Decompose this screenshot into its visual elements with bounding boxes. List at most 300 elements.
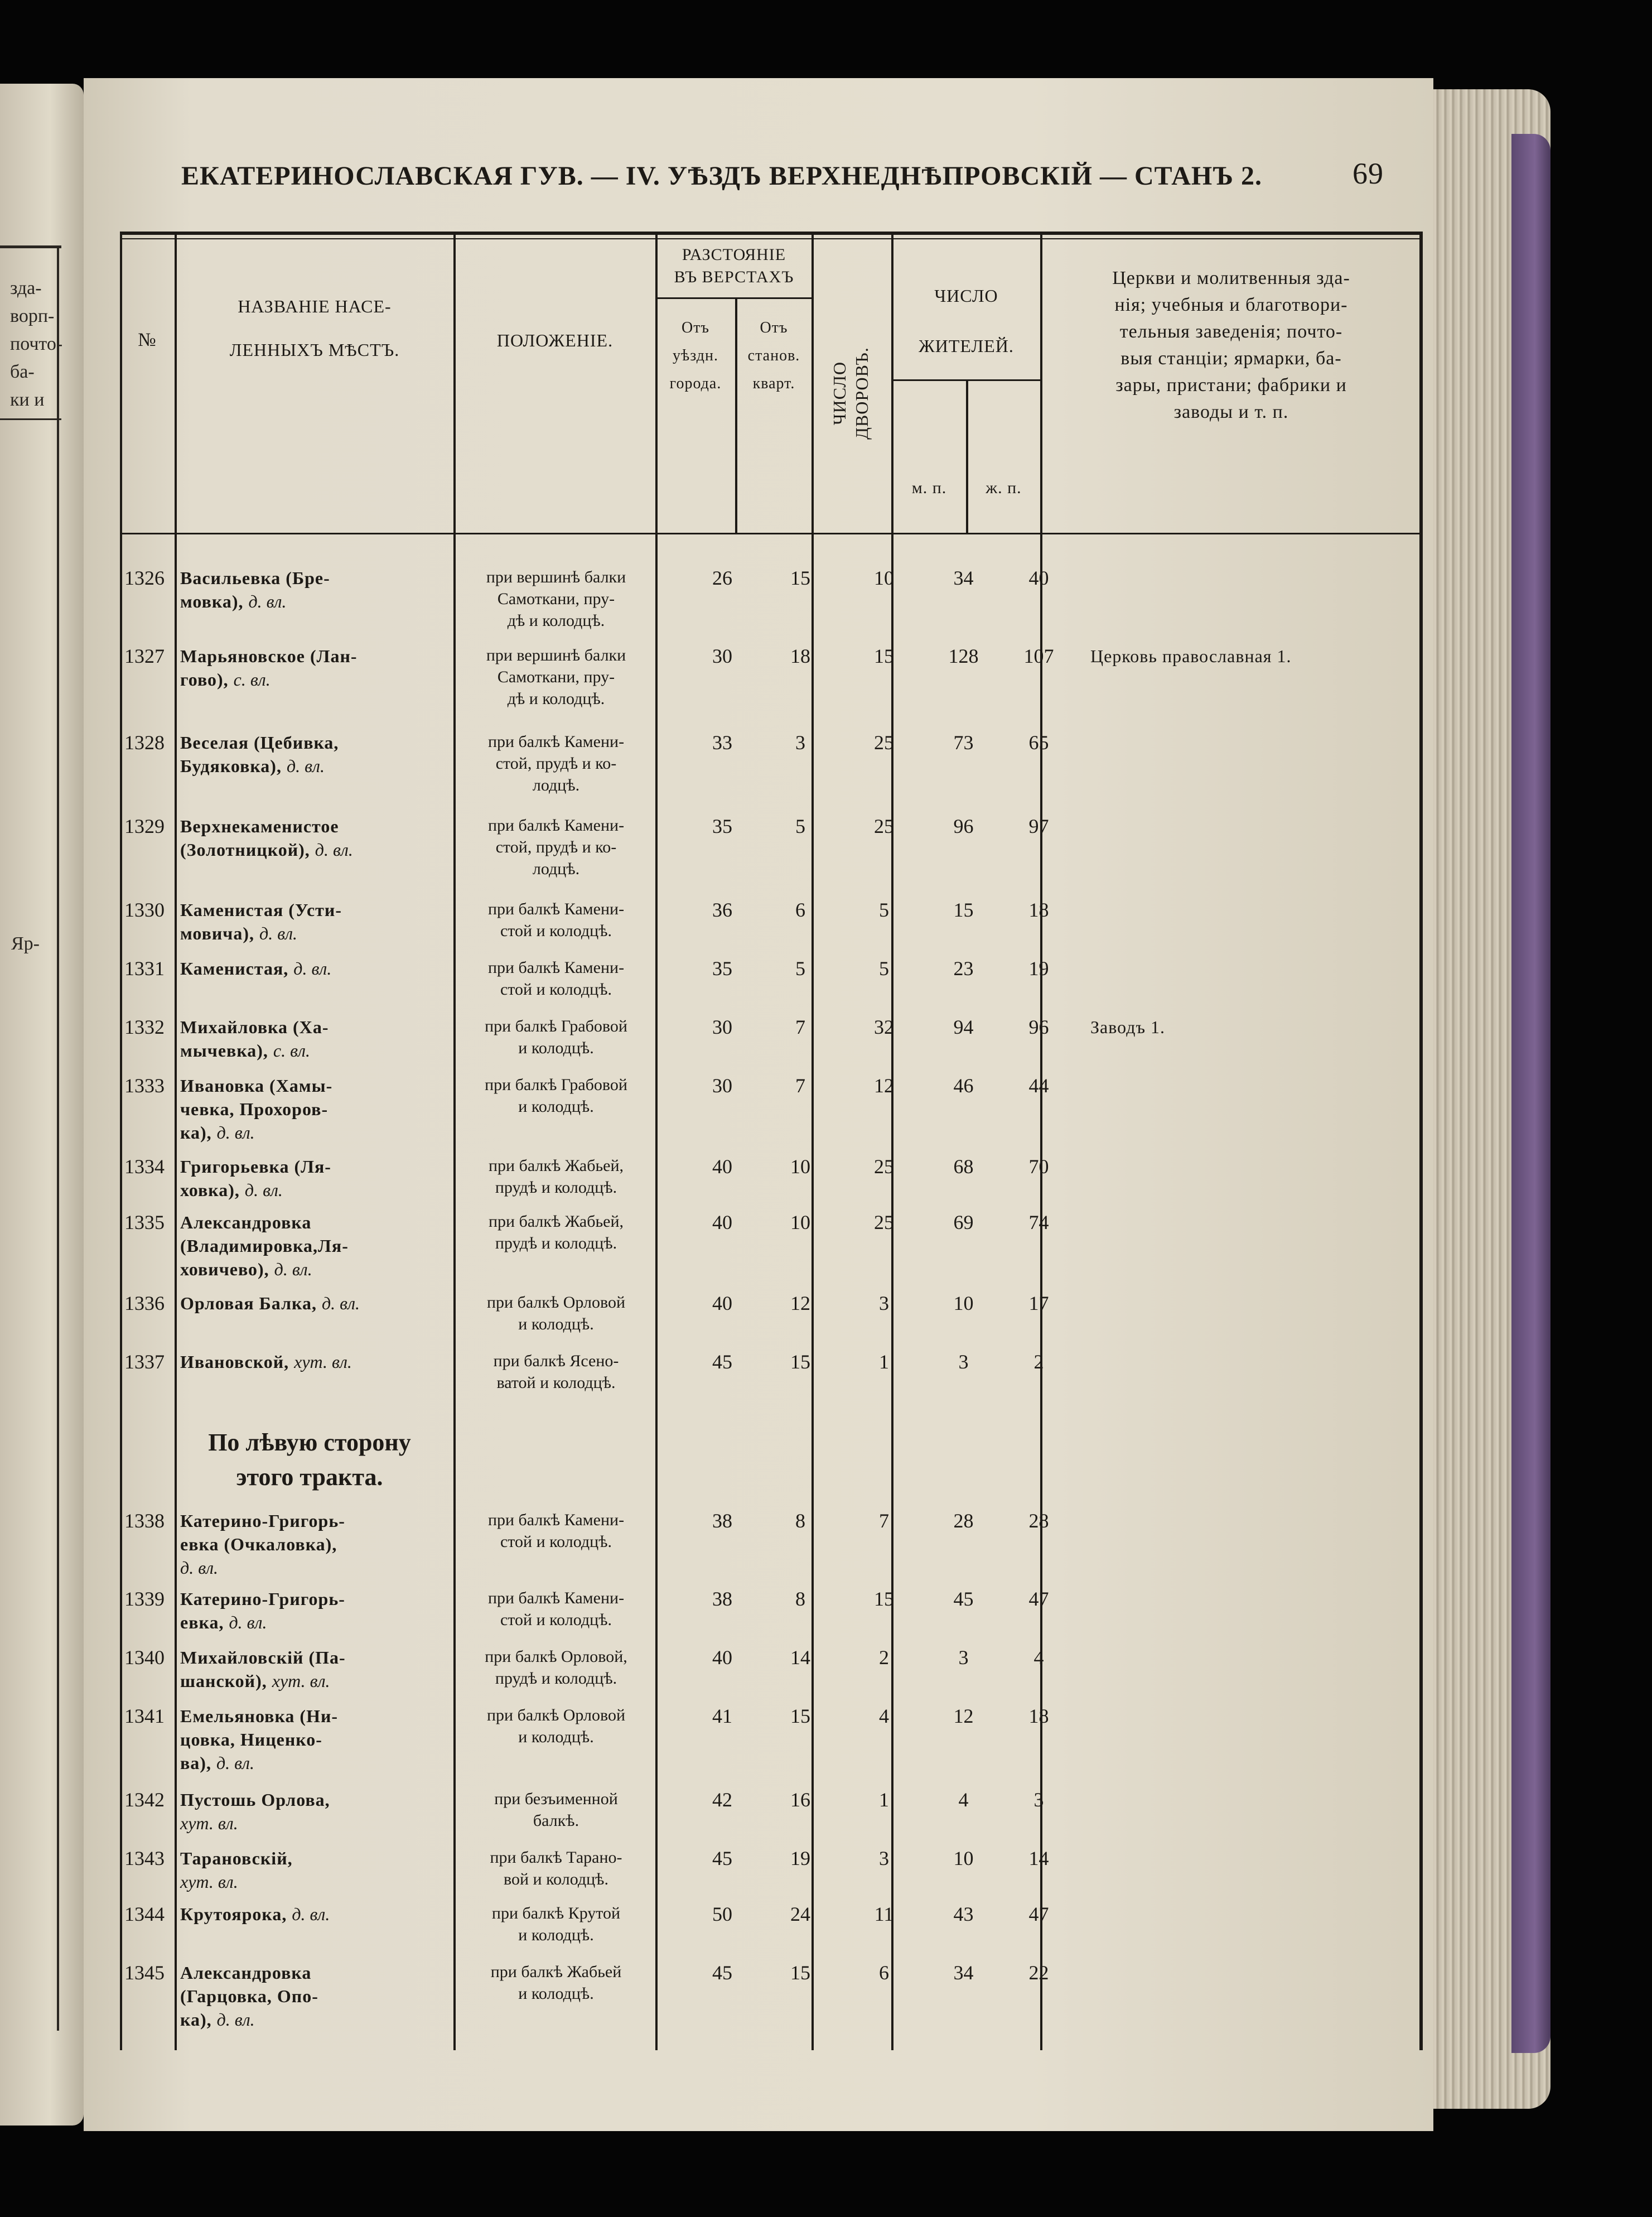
households: 2 [879,1646,889,1669]
name-line: ка), [180,2009,212,2030]
distance-town: 50 [712,1903,732,1925]
name-line: Ивановской, [180,1352,289,1372]
col-header-distance [656,244,811,288]
row-number: 1328 [124,731,165,754]
page-number: 69 [1352,157,1384,190]
distance-town: 30 [712,1074,732,1097]
settlement-name [180,1646,428,1693]
settlement-position [464,1350,648,1394]
position-line: Самоткани, пру- [497,590,615,608]
female-count: 47 [1028,1588,1049,1610]
settlement-position [464,1211,648,1254]
col-header-line: ЖИТЕЛЕЙ. [919,336,1014,356]
distance-stan: 24 [790,1903,810,1925]
female-count: 107 [1023,645,1054,667]
col-header-line: ЧИСЛО [934,286,998,306]
distance-town: 40 [712,1292,732,1314]
position-line: и колодцѣ. [518,1984,594,2003]
name-line: ка), [180,1122,212,1143]
left-page-rule [0,245,61,248]
col-header-line: города. [669,375,722,392]
left-page-fragment: зда- [10,278,42,298]
settlement-type: хут. вл. [180,1872,238,1892]
distance-stan: 6 [795,899,805,921]
name-line: Верхнекаменистое [180,816,339,836]
distance-stan: 15 [790,1961,810,1984]
distance-town: 45 [712,1351,732,1373]
position-line: прудѣ и колодцѣ. [495,1178,617,1197]
col-header-female: ж. п. [986,479,1022,497]
col-rule [655,232,658,2050]
settlement-name [180,644,428,691]
settlement-name [180,731,428,778]
position-line: при балкѣ Жабьей, [488,1156,624,1175]
distance-town: 45 [712,1847,732,1869]
settlement-name [180,1587,428,1634]
households: 25 [874,1155,894,1178]
position-line: при безъименной [494,1790,618,1808]
book-cover-edge [1511,134,1550,2053]
settlement-type: д. вл. [292,1904,330,1924]
settlement-name [180,1788,428,1835]
position-line: при балкѣ Камени- [487,732,625,751]
settlement-name [180,1350,428,1373]
name-line: евка, [180,1612,224,1632]
distance-stan: 5 [795,815,805,837]
households: 11 [874,1903,894,1925]
name-line: Михайловка (Ха- [180,1017,329,1037]
male-count: 28 [953,1510,974,1532]
settlement-name [180,1155,428,1202]
position-line: при балкѣ Грабовой [485,1076,627,1094]
position-line: при балкѣ Камени- [487,816,625,835]
distance-stan: 12 [790,1292,810,1314]
col-header-line: кварт. [752,375,795,392]
table-right-rule [1419,232,1423,2050]
col-rule [811,232,814,2050]
settlement-type: д. вл. [293,958,332,979]
female-count: 22 [1028,1961,1049,1984]
male-count: 94 [953,1016,974,1038]
households: 3 [879,1847,889,1869]
name-line: ва), [180,1753,211,1773]
households: 32 [874,1016,894,1038]
row-number: 1327 [124,645,165,667]
distance-town: 40 [712,1155,732,1178]
position-line: ватой и колодцѣ. [496,1373,616,1392]
male-count: 3 [958,1351,969,1373]
position-line: при балкѣ Крутой [491,1904,621,1922]
settlement-name [180,898,428,945]
settlement-name [180,1015,428,1062]
distance-stan: 8 [795,1510,805,1532]
position-line: при балкѣ Орловой, [485,1647,627,1666]
name-line: Тарановскій, [180,1848,293,1868]
col-header-notes [1046,265,1417,426]
header-bottom-rule [120,533,1422,534]
female-count: 96 [1028,1016,1049,1038]
settlement-position [464,644,648,710]
name-line: Александровка [180,1212,312,1232]
institutions-note: Заводъ 1. [1090,1017,1166,1037]
distance-town: 26 [712,567,732,589]
position-line: при вершинѣ балки [486,646,626,664]
col-header-male: м. п. [911,479,947,497]
name-line: Крутоярока, [180,1904,287,1924]
position-line: при балкѣ Камени- [487,1511,625,1529]
households: 5 [879,899,889,921]
name-line: Каменистая (Усти- [180,900,342,920]
distance-stan: 8 [795,1588,805,1610]
distance-town: 38 [712,1510,732,1532]
row-number: 1339 [124,1588,165,1610]
settlement-type: д. вл. [248,591,287,611]
row-number: 1332 [124,1016,165,1038]
position-line: при балкѣ Жабьей, [488,1212,624,1231]
position-line: Самоткани, пру- [497,668,615,686]
settlement-position [464,1788,648,1832]
settlement-position [464,1961,648,2004]
left-page-fragment: ки и [10,389,45,410]
row-number: 1330 [124,899,165,921]
settlement-type: д. вл. [244,1180,283,1200]
col-header-dist-town [656,314,735,398]
settlements-table [120,232,1422,2050]
female-count: 40 [1028,567,1049,589]
female-count: 14 [1028,1847,1049,1869]
distance-stan: 5 [795,957,805,980]
col-header-line: Церкви и молитвенныя зда- [1112,268,1350,288]
name-line: Катерино-Григорь- [180,1511,345,1531]
male-count: 46 [953,1074,974,1097]
households: 5 [879,957,889,980]
settlement-type: д. вл. [321,1293,360,1313]
households: 15 [874,1588,894,1610]
col-rule [175,232,177,2050]
row-number: 1333 [124,1074,165,1097]
col-rule [1040,232,1042,2050]
section-heading-line: По лѣвую сторону [208,1429,411,1456]
settlement-type: д. вл. [315,840,353,860]
name-line: Каменистая, [180,958,289,979]
position-line: при балкѣ Камени- [487,958,625,977]
institutions-note: Церковь православная 1. [1090,646,1292,666]
households: 25 [874,815,894,837]
female-count: 17 [1028,1292,1049,1314]
row-number: 1337 [124,1351,165,1373]
female-count: 19 [1028,957,1049,980]
col-header-line: нія; учебныя и благотвори- [1114,295,1348,315]
settlement-name [180,1847,428,1893]
male-count: 96 [953,815,974,837]
col-header-position: ПОЛОЖЕНІЕ. [496,330,614,350]
row-number: 1331 [124,957,165,980]
male-count: 128 [948,645,979,667]
name-line: Емельяновка (Ни- [180,1706,339,1726]
row-number: 1342 [124,1789,165,1811]
distance-stan: 3 [795,731,805,754]
position-line: прудѣ и колодцѣ. [495,1669,617,1688]
settlement-name [180,1961,428,2031]
households: 1 [879,1789,889,1811]
distance-stan: 10 [790,1155,810,1178]
distance-town: 35 [712,957,732,980]
female-count: 18 [1028,1705,1049,1727]
left-page-vertical-rule [57,245,59,2031]
male-count: 68 [953,1155,974,1178]
male-count: 23 [953,957,974,980]
residents-group-rule [891,379,1040,381]
table-top-rule-thin [120,238,1422,239]
distance-stan: 19 [790,1847,810,1869]
position-line: при балкѣ Тарано- [490,1848,622,1867]
position-line: лодцѣ. [532,776,580,794]
name-line: Васильевка (Бре- [180,568,330,588]
households: 10 [874,567,894,589]
col-rule [966,379,968,533]
col-header-line: выя станціи; ярмарки, ба- [1120,348,1342,369]
settlement-type: д. вл. [216,1753,254,1773]
left-page-edge [0,84,84,2126]
row-number: 1341 [124,1705,165,1727]
distance-town: 42 [712,1789,732,1811]
male-count: 43 [953,1903,974,1925]
households: 7 [879,1510,889,1532]
male-count: 12 [953,1705,974,1727]
col-rule [891,232,893,2050]
row-number: 1329 [124,815,165,837]
left-page-fragment: ба- [10,362,35,382]
male-count: 15 [953,899,974,921]
name-line: чевка, Прохоров- [180,1099,329,1119]
col-header-name [176,293,453,363]
settlement-position [464,731,648,796]
settlement-position [464,1847,648,1890]
position-line: при балкѣ Орловой [486,1706,626,1724]
households: 12 [874,1074,894,1097]
name-line: Будяковка), [180,756,282,776]
row-number: 1340 [124,1646,165,1669]
name-line: Ивановка (Хамы- [180,1076,333,1096]
left-page-fragment: почто- [10,334,63,354]
distance-town: 30 [712,645,732,667]
male-count: 45 [953,1588,974,1610]
name-line: евка (Очкаловка), [180,1534,337,1554]
section-heading-line: этого тракта. [236,1463,383,1491]
settlement-type: д. вл. [216,2009,255,2030]
position-line: стой и колодцѣ. [500,1611,612,1629]
col-header-line: уѣздн. [673,347,718,364]
position-line: при балкѣ Грабовой [485,1017,627,1035]
female-count: 74 [1028,1211,1049,1233]
left-page-rule [0,418,61,420]
name-line: гово), [180,669,229,690]
settlement-name [180,1074,428,1144]
male-count: 4 [958,1789,969,1811]
male-count: 34 [953,567,974,589]
settlement-type: д. вл. [286,756,325,776]
col-rule [453,232,456,2050]
col-header-residents [892,271,1040,371]
settlement-position [464,957,648,1000]
female-count: 2 [1033,1351,1044,1373]
male-count: 10 [953,1847,974,1869]
name-line: (Золотницкой), [180,840,310,860]
name-line: Александровка [180,1963,312,1983]
col-header-name-line: ЛЕННЫХЪ МѢСТЪ. [229,340,400,360]
name-line: Катерино-Григорь- [180,1589,345,1609]
settlement-position [464,814,648,880]
position-line: при балкѣ Орловой [486,1293,626,1312]
position-line: стой, прудѣ и ко- [495,838,617,856]
name-line: Михайловскій (Па- [180,1647,346,1667]
male-count: 34 [953,1961,974,1984]
female-count: 97 [1028,815,1049,837]
male-count: 10 [953,1292,974,1314]
col-header-line: Отъ [760,319,788,336]
row-number: 1344 [124,1903,165,1925]
female-count: 47 [1028,1903,1049,1925]
row-number: 1335 [124,1211,165,1233]
left-page-fragment: ворп- [10,306,55,326]
running-header [181,157,1464,211]
distance-stan: 14 [790,1646,810,1669]
position-line: прудѣ и колодцѣ. [495,1234,617,1252]
row-number: 1345 [124,1961,165,1984]
position-line: и колодцѣ. [518,1315,594,1333]
table-left-rule [120,232,122,2050]
settlement-name [180,1291,428,1315]
female-count: 18 [1028,899,1049,921]
households: 15 [874,645,894,667]
settlement-position [464,1704,648,1748]
name-line: шанской), [180,1671,267,1691]
settlement-position [464,1291,648,1335]
distance-stan: 7 [795,1016,805,1038]
settlement-position [464,1902,648,1946]
position-line: стой и колодцѣ. [500,1532,612,1551]
households: 6 [879,1961,889,1984]
households: 25 [874,731,894,754]
settlement-type: д. вл. [180,1558,219,1578]
households: 1 [879,1351,889,1373]
table-top-rule [120,232,1422,235]
position-line: при балкѣ Камени- [487,900,625,918]
distance-town: 45 [712,1961,732,1984]
position-line: дѣ и колодцѣ. [507,611,605,630]
distance-town: 33 [712,731,732,754]
position-line: стой и колодцѣ. [500,980,612,999]
settlement-name [180,1902,428,1926]
male-count: 3 [958,1646,969,1669]
col-header-number: № [138,330,157,350]
position-line: при балкѣ Ясено- [493,1352,619,1370]
col-header-households: ЧИСЛО ДВОРОВЪ. [829,347,872,440]
name-line: мовича), [180,923,254,943]
name-line: ховичево), [180,1259,269,1279]
settlement-position [464,898,648,942]
female-count: 4 [1033,1646,1044,1669]
position-line: стой и колодцѣ. [500,922,612,940]
position-line: лодцѣ. [532,860,580,878]
name-line: цовка, Ниценко- [180,1729,322,1749]
distance-group-rule [655,297,811,299]
col-header-line: Отъ [682,319,709,336]
settlement-position [464,1074,648,1117]
settlement-position [464,1509,648,1553]
female-count: 3 [1033,1789,1044,1811]
book-page [84,78,1433,2131]
settlement-type: хут. вл. [294,1352,352,1372]
distance-town: 30 [712,1016,732,1038]
name-line: Григорьевка (Ля- [180,1156,331,1177]
distance-stan: 15 [790,567,810,589]
row-number: 1336 [124,1292,165,1314]
section-heading [198,1425,421,1495]
distance-stan: 15 [790,1351,810,1373]
name-line: (Владимировка,Ля- [180,1236,349,1256]
settlement-type: хут. вл. [272,1671,330,1691]
distance-town: 40 [712,1646,732,1669]
distance-town: 41 [712,1705,732,1727]
name-line: Пустошь Орлова, [180,1790,330,1810]
col-header-line: тельныя заведенія; почто- [1119,321,1343,342]
col-header-line: зары, пристани; фабрики и [1115,375,1347,396]
name-line: ховка), [180,1180,240,1200]
position-line: при балкѣ Жабьей [490,1963,622,1981]
households: 4 [879,1705,889,1727]
position-line: балкѣ. [533,1811,579,1830]
col-header-line: станов. [747,347,800,364]
distance-town: 40 [712,1211,732,1233]
settlement-type: д. вл. [229,1612,267,1632]
settlement-type: д. вл. [274,1259,312,1279]
settlement-name [180,566,428,613]
distance-town: 36 [712,899,732,921]
position-line: дѣ и колодцѣ. [507,690,605,708]
position-line: и колодцѣ. [518,1039,594,1057]
left-page-fragment: Яр- [11,933,40,954]
settlement-name [180,1704,428,1775]
row-number: 1338 [124,1510,165,1532]
settlement-name [180,814,428,861]
male-count: 73 [953,731,974,754]
settlement-name [180,1211,428,1281]
distance-stan: 18 [790,645,810,667]
position-line: при вершинѣ балки [486,568,626,586]
settlement-type: с. вл. [233,669,270,690]
position-line: и колодцѣ. [518,1926,594,1944]
name-line: мычевка), [180,1040,268,1061]
name-line: (Гарцовка, Опо- [180,1986,318,2006]
distance-stan: 10 [790,1211,810,1233]
distance-stan: 7 [795,1074,805,1097]
position-line: стой, прудѣ и ко- [495,754,617,773]
households: 3 [879,1292,889,1314]
male-count: 69 [953,1211,974,1233]
distance-stan: 15 [790,1705,810,1727]
settlement-position [464,566,648,632]
female-count: 70 [1028,1155,1049,1178]
settlement-position [464,1155,648,1198]
position-line: и колодцѣ. [518,1097,594,1116]
female-count: 44 [1028,1074,1049,1097]
row-number: 1343 [124,1847,165,1869]
book-page-edges [1417,89,1550,2109]
distance-stan: 16 [790,1789,810,1811]
distance-town: 35 [712,815,732,837]
households: 25 [874,1211,894,1233]
